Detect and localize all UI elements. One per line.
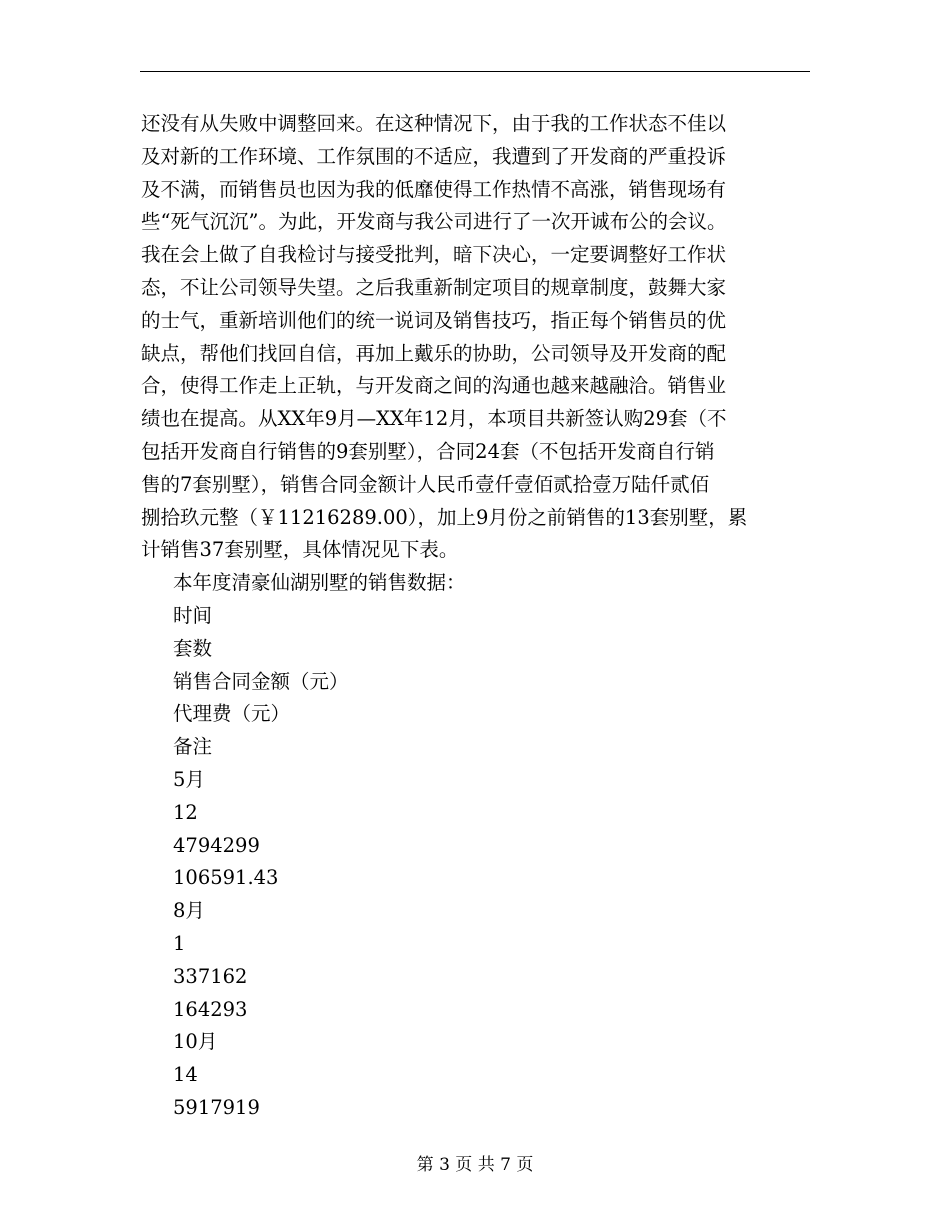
table-cell: 8月 bbox=[173, 899, 205, 923]
document-body bbox=[141, 108, 811, 1125]
table-header-cell: 套数 bbox=[173, 636, 213, 660]
page-footer: 第 3 页 共 7 页 bbox=[416, 1155, 534, 1175]
paragraph-line: 捌拾玖元整（￥11216289.00），加上9月份之前销售的13套别墅，累 bbox=[141, 505, 748, 529]
table-cell: 12 bbox=[173, 800, 198, 824]
paragraph-line: 些“死气沉沉”。为此，开发商与我公司进行了一次开诚布公的会议。 bbox=[141, 210, 727, 234]
table-header-cell: 备注 bbox=[173, 735, 213, 759]
paragraph-line: 我在会上做了自我检讨与接受批判，暗下决心，一定要调整好工作状 bbox=[141, 243, 727, 267]
table-cell: 5月 bbox=[173, 767, 205, 791]
paragraph-line: 的士气，重新培训他们的统一说词及销售技巧，指正每个销售员的优 bbox=[141, 308, 727, 332]
table-cell: 164293 bbox=[173, 997, 248, 1021]
table-cell: 4794299 bbox=[173, 833, 260, 857]
table-cell: 14 bbox=[173, 1063, 198, 1087]
table-cell: 1 bbox=[173, 931, 186, 955]
paragraph-line: 态，不让公司领导失望。之后我重新制定项目的规章制度，鼓舞大家 bbox=[141, 275, 727, 299]
table-header-cell: 代理费（元） bbox=[173, 702, 291, 726]
header-rule bbox=[140, 71, 810, 72]
paragraph-line: 及不满，而销售员也因为我的低靡使得工作热情不高涨，销售现场有 bbox=[141, 177, 727, 201]
paragraph-line: 及对新的工作环境、工作氛围的不适应，我遭到了开发商的严重投诉 bbox=[141, 144, 727, 168]
table-intro: 本年度清豪仙湖别墅的销售数据： bbox=[173, 571, 466, 595]
table-cell: 106591.43 bbox=[173, 866, 279, 890]
paragraph-line: 绩也在提高。从XX年9月—XX年12月，本项目共新签认购29套（不 bbox=[141, 407, 727, 431]
paragraph-line: 售的7套别墅），销售合同金额计人民币壹仟壹佰贰拾壹万陆仟贰佰 bbox=[141, 472, 710, 496]
paragraph-line: 包括开发商自行销售的9套别墅），合同24套（不包括开发商自行销 bbox=[141, 439, 715, 463]
table-cell: 5917919 bbox=[173, 1095, 260, 1119]
table-header-cell: 销售合同金额（元） bbox=[173, 669, 349, 693]
table-cell: 337162 bbox=[173, 964, 248, 988]
table-header-cell: 时间 bbox=[173, 603, 213, 627]
paragraph-line: 合，使得工作走上正轨，与开发商之间的沟通也越来越融洽。销售业 bbox=[141, 374, 727, 398]
paragraph-line: 缺点，帮他们找回自信，再加上戴乐的协助，公司领导及开发商的配 bbox=[141, 341, 727, 365]
paragraph-line: 还没有从失败中调整回来。在这种情况下，由于我的工作状态不佳以 bbox=[141, 112, 727, 135]
table-cell: 10月 bbox=[173, 1030, 218, 1054]
paragraph-line: 计销售37套别墅，具体情况见下表。 bbox=[141, 538, 459, 562]
